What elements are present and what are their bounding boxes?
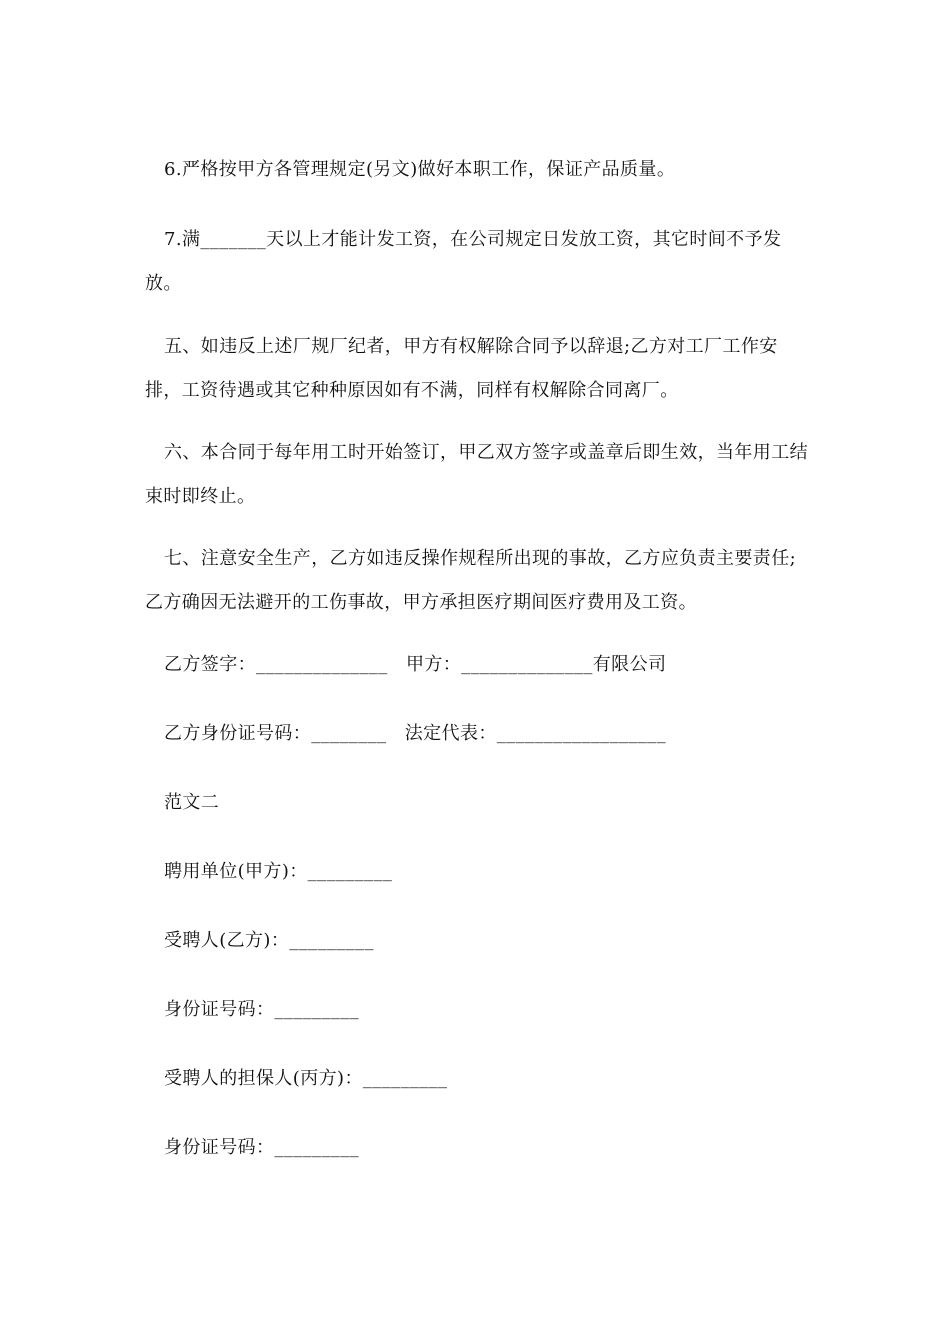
id-representative-line: 乙方身份证号码：________ 法定代表：__________________ <box>164 723 666 744</box>
signature-line: 乙方签字：______________ 甲方：______________有限公司 <box>164 654 667 675</box>
clause-7: 7.满_______天以上才能计发工资，在公司规定日发放工资，其它时间不予发放。 <box>145 229 782 294</box>
employee-line: 受聘人(乙方)：_________ <box>164 930 374 951</box>
sample-two-heading: 范文二 <box>164 792 220 813</box>
clause-section-5: 五、如违反上述厂规厂纪者，甲方有权解除合同予以辞退;乙方对工厂工作安排，工资待遇或其它种种原因如有不满，同样有权解除合同离厂。 <box>145 336 778 401</box>
guarantor-id-line: 身份证号码：_________ <box>164 1137 359 1158</box>
employer-line: 聘用单位(甲方)：_________ <box>164 861 393 882</box>
clause-6: 6.严格按甲方各管理规定(另文)做好本职工作，保证产品质量。 <box>164 159 676 180</box>
guarantor-line: 受聘人的担保人(丙方)：_________ <box>164 1068 448 1089</box>
clause-section-7: 七、注意安全生产，乙方如违反操作规程所出现的事故，乙方应负责主要责任;乙方确因无法避开的工伤事故，甲方承担医疗期间医疗费用及工资。 <box>145 548 797 613</box>
clause-section-6: 六、本合同于每年用工时开始签订，甲乙双方签字或盖章后即生效，当年用工结束时即终止。 <box>145 442 808 507</box>
employee-id-line: 身份证号码：_________ <box>164 999 359 1020</box>
